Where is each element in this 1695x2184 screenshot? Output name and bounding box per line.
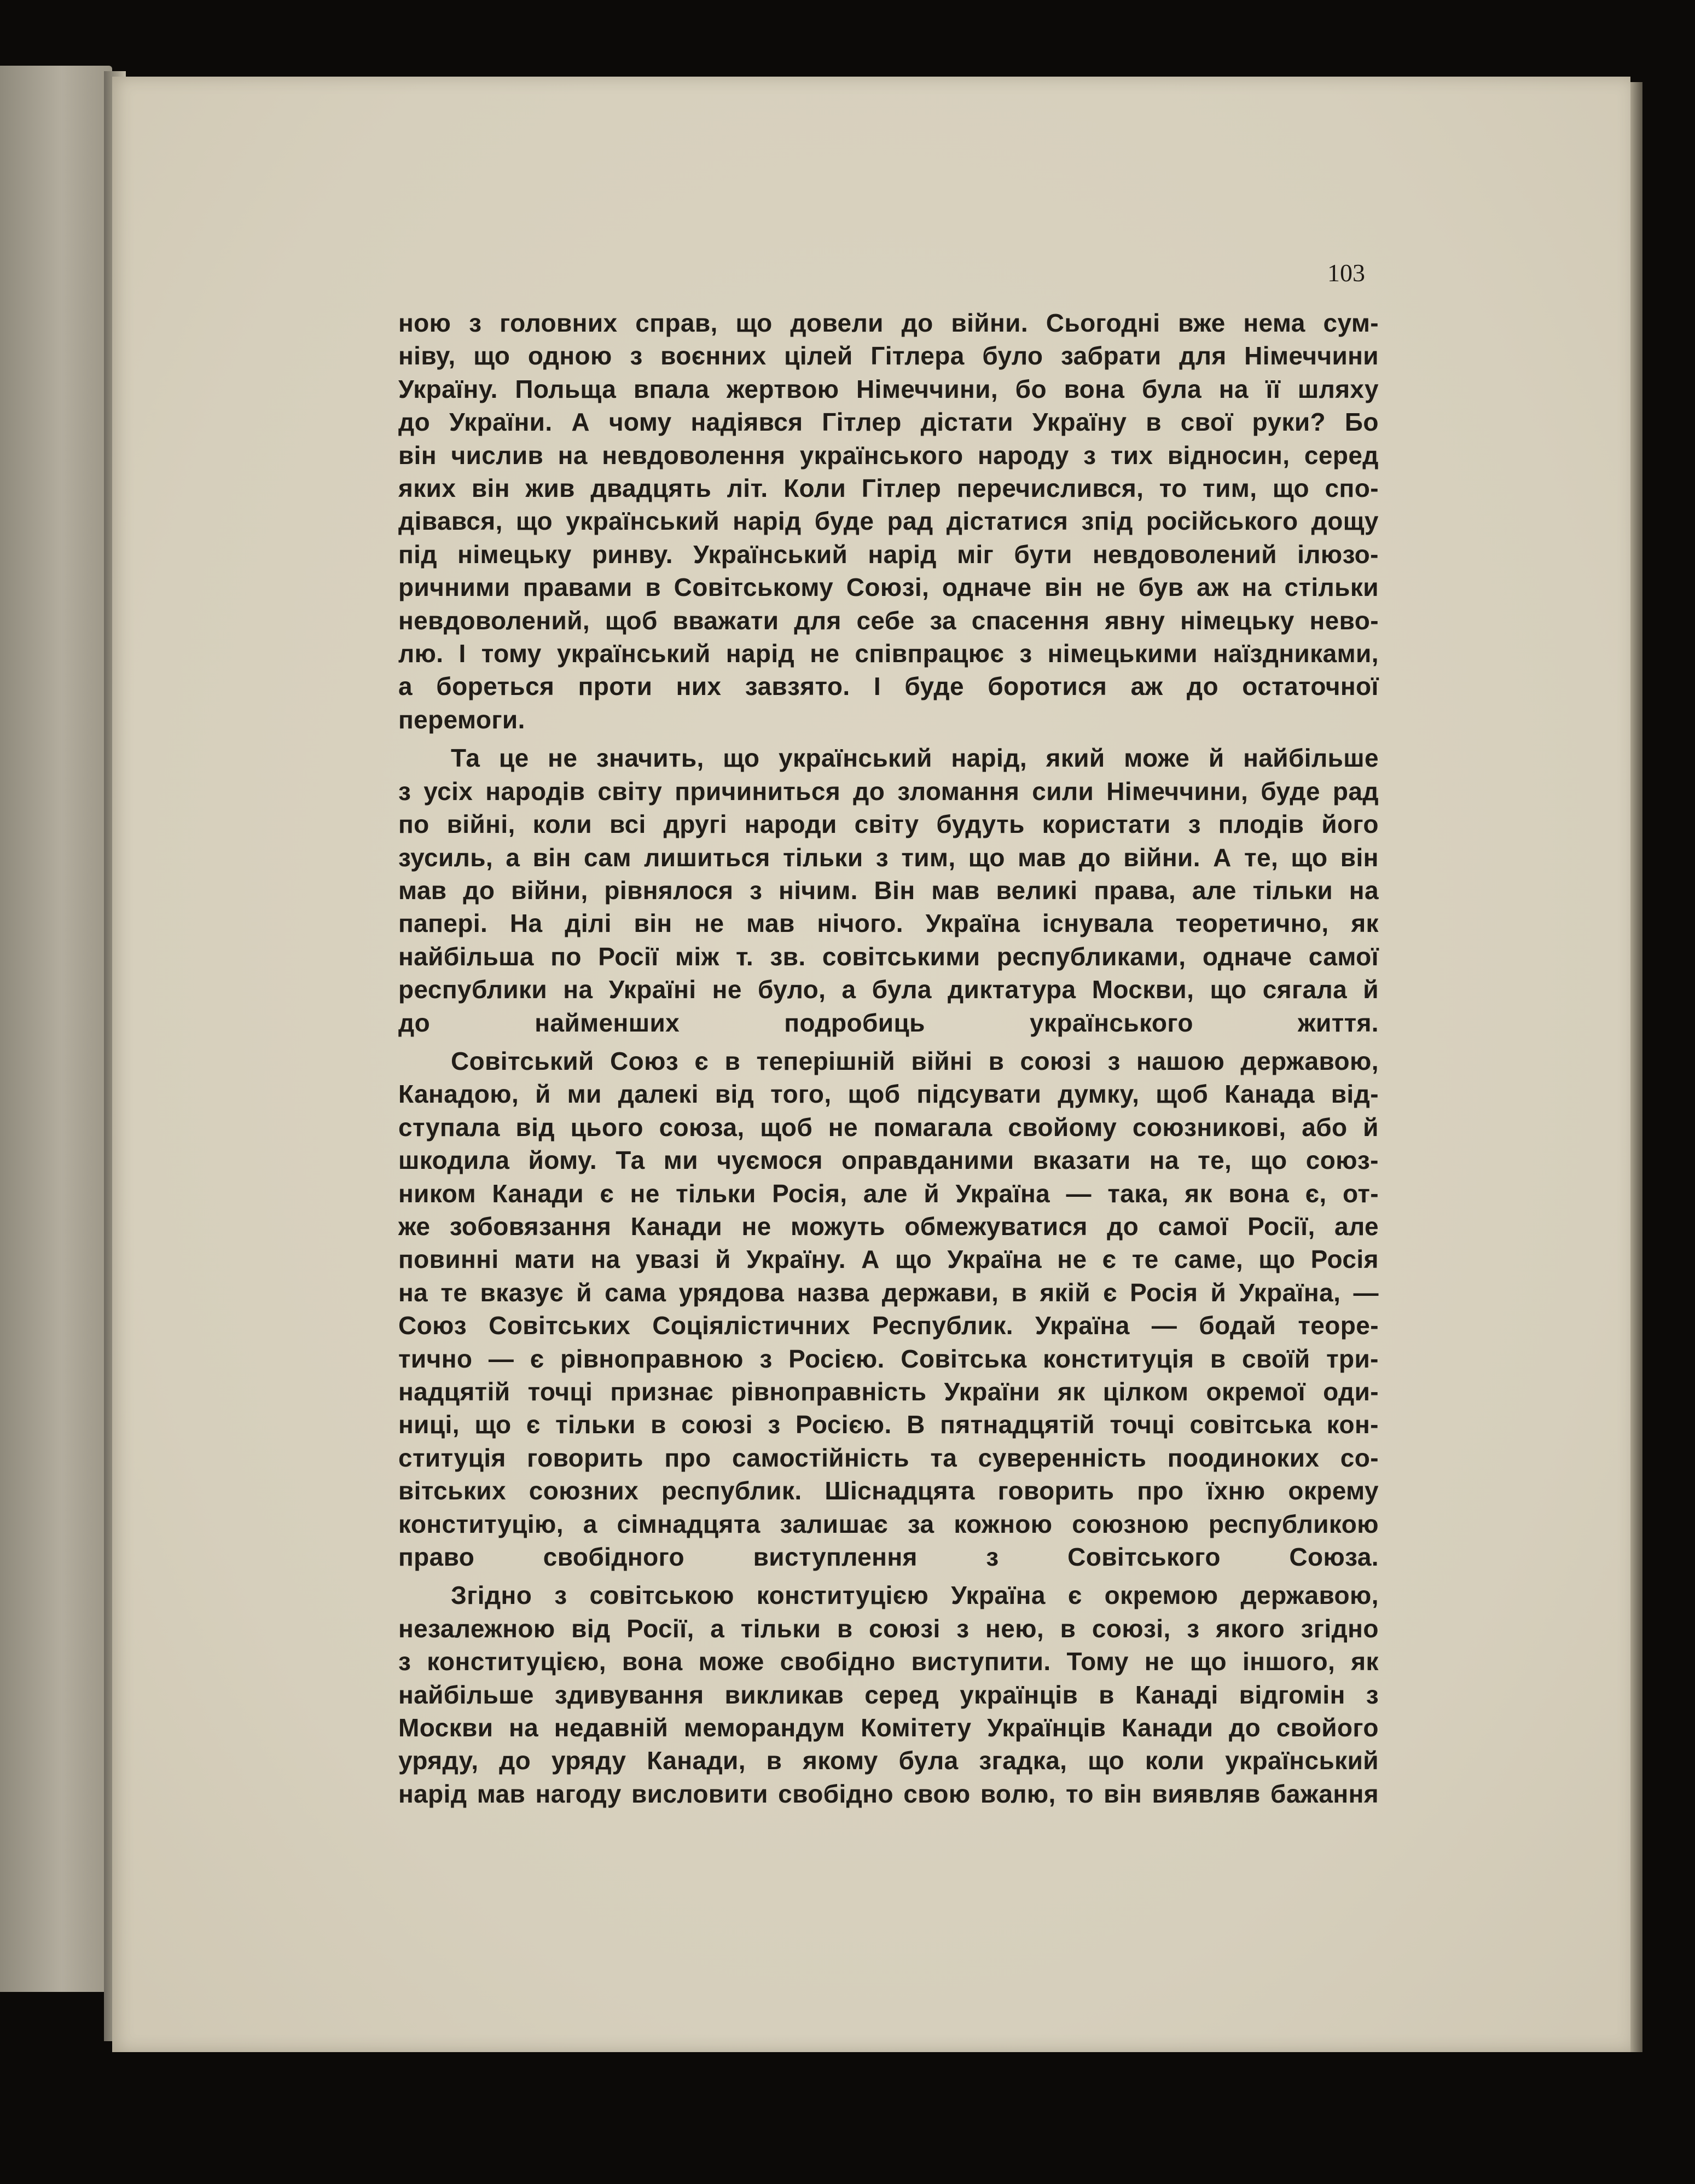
text-line: по війні, коли всі другі народи світу будуть користати з плодів його: [398, 810, 1379, 839]
text-line: повинні мати на увазі й Україну. А що Україна не є те саме, що Росія: [398, 1245, 1379, 1274]
text-line: яких він жив двадцять літ. Коли Гітлер перечислився, то тим, що спо-: [398, 474, 1379, 503]
page-number: 103: [1327, 259, 1365, 287]
left-page-edge: [0, 66, 112, 1992]
text-line: Москви на недавній меморандум Комітету Українців Канади до свойого: [398, 1713, 1379, 1742]
text-line: до найменших подробиць українського життя.: [398, 1008, 1379, 1037]
text-line: найбільше здивування викликав серед українців в Канаді відгомін з: [398, 1680, 1379, 1709]
text-line: ступала від цього союза, щоб не помагала свойому союзникові, або й: [398, 1113, 1379, 1142]
text-line: найбільша по Росії між т. зв. совітськими республиками, одначе самої: [398, 942, 1379, 971]
text-line: а бореться проти них завзято. І буде боротися аж до остаточної: [398, 672, 1379, 701]
text-line: же зобовязання Канади не можуть обмежуватися до самої Росії, але: [398, 1212, 1379, 1241]
text-line: шкодила йому. Та ми чуємося оправданими вказати на те, що союз-: [398, 1146, 1379, 1175]
text-line: право свобідного виступлення з Совітського Союза.: [398, 1543, 1379, 1572]
text-line: папері. На ділі він не мав нічого. Україна існувала теоретично, як: [398, 909, 1379, 938]
text-line: Україну. Польща впала жертвою Німеччини, бо вона була на її шляху: [398, 374, 1379, 403]
text-line: з усіх народів світу причиниться до зломання сили Німеччини, буде рад: [398, 777, 1379, 806]
text-line: невдоволений, щоб вважати для себе за спасення явну німецьку нево-: [398, 606, 1379, 635]
text-line: Канадою, й ми далекі від того, щоб підсувати думку, щоб Канада від-: [398, 1080, 1379, 1109]
text-line: до України. А чому надіявся Гітлер дістати Україну в свої руки? Бо: [398, 408, 1379, 437]
text-line: ником Канади є не тільки Росія, але й Україна — така, як вона є, от-: [398, 1179, 1379, 1208]
text-line: зусиль, а він сам лишиться тільки з тим, що мав до війни. А те, що він: [398, 843, 1379, 872]
text-line: Совітський Союз є в теперішній війні в союзі з нашою державою,: [451, 1046, 1379, 1075]
page-text: [398, 306, 1379, 1810]
text-line: надцятій точці признає рівноправність України як цілком окремої оди-: [398, 1377, 1379, 1406]
text-line: ниці, що є тільки в союзі з Росією. В пятнадцятій точці совітська кон-: [398, 1410, 1379, 1439]
text-line: дівався, що український нарід буде рад дістатися зпід російського дощу: [398, 507, 1379, 536]
text-line: незалежною від Росії, а тільки в союзі з нею, в союзі, з якого згідно: [398, 1614, 1379, 1643]
text-line: ституція говорить про самостійність та суверенність поодиноких со-: [398, 1443, 1379, 1472]
text-line: ричними правами в Совітському Союзі, одначе він не був аж на стільки: [398, 573, 1379, 602]
text-line: Союз Совітських Соціялістичних Республик. Україна — бодай теоре-: [398, 1311, 1379, 1340]
text-line: лю. І тому український нарід не співпрацює з німецькими наїздниками,: [398, 639, 1379, 668]
text-line: уряду, до уряду Канади, в якому була згадка, що коли український: [398, 1746, 1379, 1775]
text-line: конституцію, а сімнадцята залишає за кожною союзною республикою: [398, 1509, 1379, 1538]
text-line: мав до війни, рівнялося з нічим. Він мав великі права, але тільки на: [398, 876, 1379, 905]
text-line: нарід мав нагоду висловити свобідно свою волю, то він виявляв бажання: [398, 1779, 1379, 1808]
text-line: ніву, що одною з воєнних цілей Гітлера було забрати для Німеччини: [398, 341, 1379, 370]
text-line: він числив на невдоволення українського народу з тих відносин, серед: [398, 441, 1379, 470]
text-line: перемоги.: [398, 705, 525, 734]
text-line: республики на Україні не було, а була диктатура Москви, що сягала й: [398, 975, 1379, 1004]
text-line: на те вказує й сама урядова назва держави, в якій є Росія й Україна, —: [398, 1278, 1379, 1307]
text-line: Згідно з совітською конституцією Україна є окремою державою,: [451, 1581, 1379, 1610]
paragraph: [398, 1045, 1379, 1574]
text-line: вітських союзних республик. Шіснадцята говорить про їхню окрему: [398, 1476, 1379, 1505]
paragraph: [398, 306, 1379, 736]
paragraph: [398, 741, 1379, 1039]
paragraph: [398, 1579, 1379, 1810]
text-line: під німецьку ринву. Український нарід міг бути невдоволений ілюзо-: [398, 540, 1379, 569]
text-line: з конституцією, вона може свобідно виступити. Тому не що іншого, як: [398, 1647, 1379, 1676]
text-line: тично — є рівноправною з Росією. Совітська конституція в своїй три-: [398, 1344, 1379, 1373]
text-line: ною з головних справ, що довели до війни. Сьогодні вже нема сум-: [398, 309, 1379, 337]
text-line: Та це не значить, що український нарід, який може й найбільше: [451, 744, 1379, 773]
right-page-edge: [1630, 82, 1642, 2052]
